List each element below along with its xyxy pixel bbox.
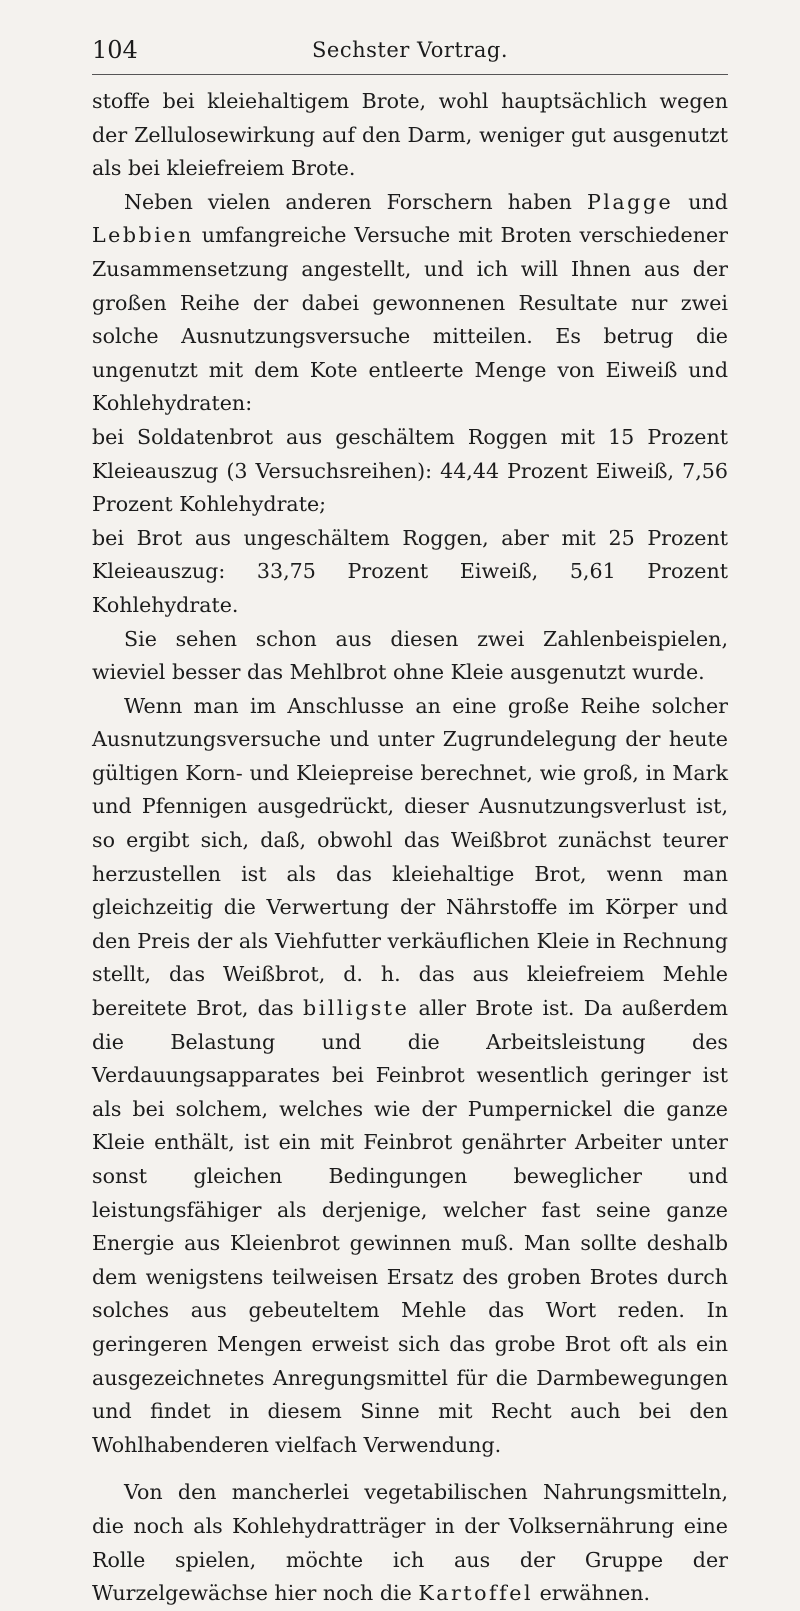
paragraph: Neben vielen anderen Forschern haben Plagge und Lebbien umfangreiche Versuche mit Broten verschiedener Zusammensetzung angestellt, und ich will Ihnen aus der großen Reihe der dabei gewonnenen Resultate nur zwei solche Ausnutzungsversuche mitteilen. Es betrug die ungenutzt mit dem Kote entleerte Menge von Eiweiß und Kohlehydraten: [92,189,728,416]
running-head: Sechster Vortrag. [312,38,508,62]
paragraph: Von den mancherlei vegetabilischen Nahrungsmitteln, die noch als Kohlehydratträger in der Volksernährung eine Rolle spielen, möchte ich aus der Gruppe der Wurzelgewächse hier noch die Kartoffel erwähnen. [92,1480,728,1606]
page-header [92,34,728,75]
paragraph: Wenn man im Anschlusse an eine große Reihe solcher Ausnutzungsversuche und unter Zugrundelegung der heute gültigen Korn- und Kleiepreise berechnet, wie groß, in Mark und Pfennigen ausgedrückt, dieser Ausnutzungsverlust ist, so ergibt sich, daß, obwohl das Weißbrot zunächst teurer herzustellen ist als das kleiehaltige Brot, wenn man gleichzeitig die Verwertung der Nährstoffe im Körper und den Preis der als Viehfutter verkäuflichen Kleie in Rechnung stellt, das Weißbrot, d. h. das aus kleiefreiem Mehle bereitete Brot, das billigste aller Brote ist. Da außerdem die Belastung und die Arbeitsleistung des Verdauungsapparates bei Feinbrot wesentlich geringer ist als bei solchem, welches wie der Pumpernickel die ganze Kleie enthält, ist ein mit Feinbrot genährter Arbeiter unter sonst gleichen Bedingungen beweglicher und leistungsfähiger als derjenige, welcher fast seine ganze Energie aus Kleienbrot gewinnen muß. Man sollte deshalb dem wenigstens teilweisen Ersatz des groben Brotes durch solches aus gebeuteltem Mehle das Wort reden. In geringeren Mengen erweist sich das grobe Brot oft als ein ausgezeichnetes Anregungsmittel für die Darmbewegungen und findet in diesem Sinne mit Recht auch bei den Wohlhabenderen vielfach Verwendung. [92,693,729,1457]
emphasis-kartoffel: Kartoffel [418,1581,534,1606]
body-text [92,85,728,1611]
paragraph: Sie sehen schon aus diesen zwei Zahlenbeispielen, wieviel besser das Mehlbrot ohne Kleie ausgenutzt wurde. [92,626,728,685]
paragraph: stoffe bei kleiehaltigem Brote, wohl hauptsächlich wegen der Zellulosewirkung auf den Darm, weniger gut ausgenutzt als bei kleiefreiem Brote. [92,89,728,181]
author-name-lebbien: Lebbien [92,223,194,248]
result-item: bei Soldatenbrot aus geschältem Roggen mit 15 Prozent Kleieauszug (3 Versuchsreihen): 44,44 Prozent Eiweiß, 7,56 Prozent Kohlehydrate; [92,424,728,517]
result-item: bei Brot aus ungeschältem Roggen, aber mit 25 Prozent Kleieauszug: 33,75 Prozent Eiweiß, 5,61 Prozent Kohlehydrate. [92,525,728,617]
author-name-plagge: Plagge [586,189,674,214]
page-number: 104 [92,36,138,64]
emphasis-billigste: billigste [303,996,410,1021]
